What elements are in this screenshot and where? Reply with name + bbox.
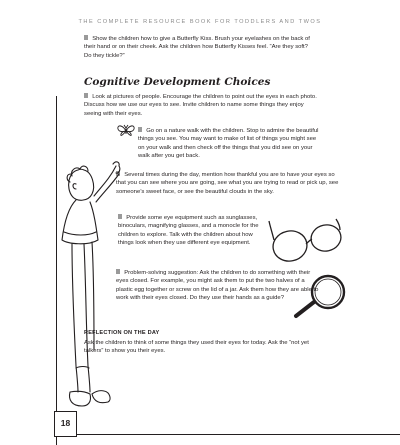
page-rule-vertical — [56, 96, 57, 445]
intro-bullet — [84, 35, 310, 60]
reflection-heading: REFLECTION ON THE DAY — [84, 330, 160, 336]
bullet-nature-walk-text: Go on a nature walk with the children. Stop to admire the beautiful things you see. You may want to make of list of things you might see on your walk and then check off the things that you did see on your walk after you get back. — [138, 128, 319, 160]
page-rule-horizontal — [56, 434, 400, 435]
square-bullet-icon — [138, 127, 142, 131]
square-bullet-icon — [84, 93, 88, 97]
eyeglasses-icon — [268, 218, 344, 264]
toddler-illustration — [58, 136, 122, 412]
running-head: THE COMPLETE RESOURCE BOOK FOR TODDLERS AND TWOS — [78, 19, 322, 25]
bullet-nature-walk — [138, 127, 324, 161]
bullet-pictures — [84, 93, 320, 118]
bullet-eye-equipment — [118, 214, 266, 248]
square-bullet-icon — [84, 35, 88, 39]
bullet-thankful-text: Several times during the day, mention how thankful you are to have your eyes so that you can see where you are going, see what you are trying to read or pick up, see someone’s sweet face, or see the beautiful clouds in the sky. — [116, 172, 339, 195]
intro-bullet-text: Show the children how to give a Butterfly Kiss. Brush your eyelashes on the back of their hand or on their cheek. Ask the children how Butterfly Kisses feel. “Are they soft? Do they tickle?” — [84, 36, 310, 59]
bullet-problem-solving-text: Problem-solving suggestion: Ask the children to do something with their eyes closed. For example, you might ask them to put the two halves of a plastic egg together or screw on the lid of a jar. Ask them how they are able to work with their eyes closed. Do they use their hands as a guide? — [116, 270, 319, 302]
magnifying-glass-icon — [290, 270, 350, 320]
bullet-thankful — [116, 171, 344, 196]
bullet-eye-equipment-text: Provide some eye equipment such as sunglasses, binoculars, magnifying glasses, and a monocle for the children to explore. Talk with the children about how things look when they use different eye equipment. — [118, 215, 259, 247]
page-number: 18 — [54, 411, 77, 437]
bullet-pictures-text: Look at pictures of people. Encourage the children to point out the eyes in each photo. Discuss how we use our eyes to see. Invite children to name some things they enjoy seeing with their eyes. — [84, 94, 317, 117]
section-heading: Cognitive Development Choices — [84, 76, 271, 88]
reflection-text: Ask the children to think of some things they used their eyes for today. Ask the “not yet talkers” to show you their eyes. — [84, 340, 309, 355]
